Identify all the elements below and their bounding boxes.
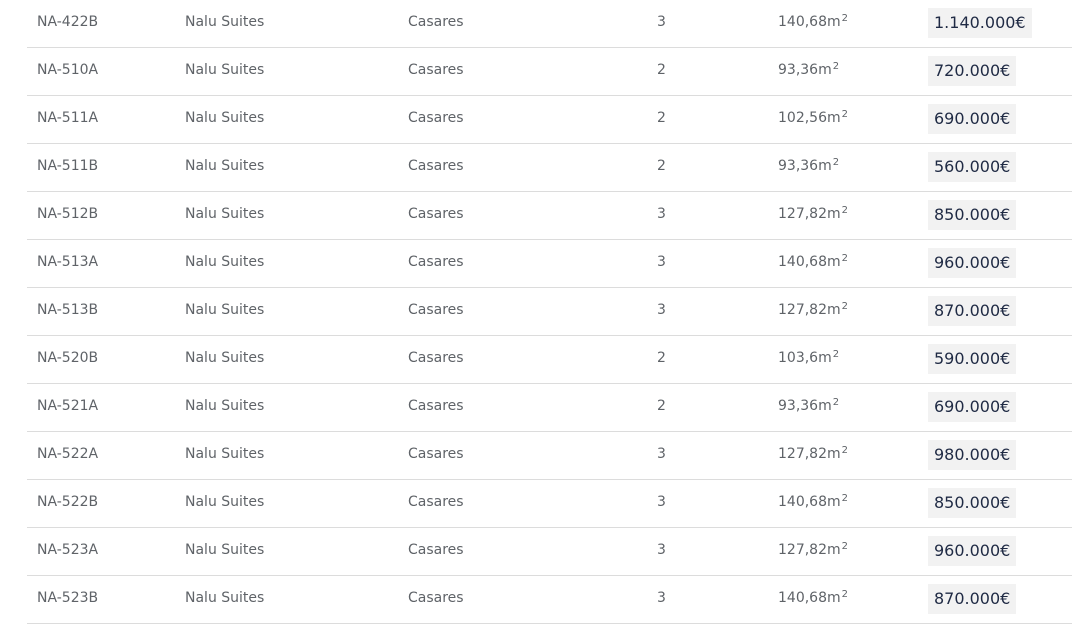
reference-cell: NA-521A (37, 398, 99, 414)
bedrooms-cell: 3 (657, 542, 666, 558)
bedrooms-cell: 3 (657, 494, 666, 510)
price-badge: 690.000€ (928, 104, 1016, 134)
price-badge: 1.140.000€ (928, 8, 1032, 38)
reference-cell: NA-523A (37, 542, 99, 558)
price-badge: 850.000€ (928, 488, 1016, 518)
development-cell: Nalu Suites (185, 542, 265, 558)
location-cell: Casares (408, 302, 464, 318)
area-unit: m (827, 14, 841, 30)
table-row[interactable] (27, 480, 1072, 528)
location-cell: Casares (408, 254, 464, 270)
bedrooms-cell: 3 (657, 590, 666, 606)
development-cell: Nalu Suites (185, 398, 265, 414)
location-cell: Casares (408, 398, 464, 414)
bedrooms-cell: 2 (657, 398, 666, 414)
development-cell: Nalu Suites (185, 446, 265, 462)
development-cell: Nalu Suites (185, 350, 265, 366)
location-cell: Casares (408, 446, 464, 462)
table-row[interactable] (27, 0, 1072, 48)
location-cell: Casares (408, 590, 464, 606)
table-row[interactable] (27, 288, 1072, 336)
area-cell (778, 528, 848, 575)
area-unit-exponent: 2 (841, 109, 849, 120)
reference-cell: NA-511B (37, 158, 99, 174)
reference-cell: NA-520B (37, 350, 99, 366)
development-cell: Nalu Suites (185, 302, 265, 318)
reference-cell: NA-512B (37, 206, 99, 222)
area-unit-exponent: 2 (841, 445, 849, 456)
table-row[interactable] (27, 192, 1072, 240)
price-badge: 960.000€ (928, 248, 1016, 278)
area-unit: m (818, 350, 832, 366)
location-cell: Casares (408, 158, 464, 174)
price-badge: 850.000€ (928, 200, 1016, 230)
price-badge: 560.000€ (928, 152, 1016, 182)
area-unit-exponent: 2 (832, 397, 840, 408)
reference-cell: NA-523B (37, 590, 99, 606)
area-unit: m (818, 398, 832, 414)
development-cell: Nalu Suites (185, 14, 265, 30)
reference-cell: NA-422B (37, 14, 99, 30)
location-cell: Casares (408, 494, 464, 510)
area-unit: m (827, 254, 841, 270)
development-cell: Nalu Suites (185, 158, 265, 174)
location-cell: Casares (408, 14, 464, 30)
development-cell: Nalu Suites (185, 206, 265, 222)
area-value: 103,6 (778, 350, 819, 366)
development-cell: Nalu Suites (185, 62, 265, 78)
area-cell (778, 0, 848, 47)
bedrooms-cell: 3 (657, 254, 666, 270)
property-listing-table (27, 0, 1072, 624)
development-cell: Nalu Suites (185, 590, 265, 606)
price-badge: 690.000€ (928, 392, 1016, 422)
area-unit: m (827, 302, 841, 318)
table-row[interactable] (27, 432, 1072, 480)
reference-cell: NA-513A (37, 254, 99, 270)
bedrooms-cell: 3 (657, 302, 666, 318)
area-unit: m (827, 590, 841, 606)
area-unit-exponent: 2 (841, 205, 849, 216)
area-unit: m (827, 446, 841, 462)
area-cell (778, 192, 848, 239)
reference-cell: NA-511A (37, 110, 99, 126)
area-cell (778, 384, 839, 431)
table-row[interactable] (27, 384, 1072, 432)
development-cell: Nalu Suites (185, 110, 265, 126)
bedrooms-cell: 3 (657, 14, 666, 30)
area-unit: m (818, 158, 832, 174)
bedrooms-cell: 2 (657, 62, 666, 78)
area-value: 127,82 (778, 206, 827, 222)
area-cell (778, 480, 848, 527)
area-unit: m (818, 62, 832, 78)
area-cell (778, 576, 848, 623)
area-value: 140,68 (778, 14, 827, 30)
price-badge: 870.000€ (928, 296, 1016, 326)
table-row[interactable] (27, 240, 1072, 288)
area-unit-exponent: 2 (832, 349, 840, 360)
area-unit-exponent: 2 (841, 301, 849, 312)
reference-cell: NA-510A (37, 62, 99, 78)
area-value: 93,36 (778, 62, 819, 78)
table-row[interactable] (27, 576, 1072, 624)
price-badge: 980.000€ (928, 440, 1016, 470)
area-value: 140,68 (778, 254, 827, 270)
area-unit: m (827, 206, 841, 222)
table-row[interactable] (27, 528, 1072, 576)
reference-cell: NA-522A (37, 446, 99, 462)
area-unit-exponent: 2 (832, 157, 840, 168)
development-cell: Nalu Suites (185, 494, 265, 510)
area-unit-exponent: 2 (841, 541, 849, 552)
table-row[interactable] (27, 96, 1072, 144)
area-value: 140,68 (778, 590, 827, 606)
location-cell: Casares (408, 62, 464, 78)
area-value: 127,82 (778, 446, 827, 462)
area-unit-exponent: 2 (841, 253, 849, 264)
bedrooms-cell: 2 (657, 350, 666, 366)
area-unit-exponent: 2 (841, 493, 849, 504)
area-cell (778, 144, 839, 191)
area-cell (778, 240, 848, 287)
reference-cell: NA-513B (37, 302, 99, 318)
area-cell (778, 288, 848, 335)
development-cell: Nalu Suites (185, 254, 265, 270)
area-value: 102,56 (778, 110, 827, 126)
location-cell: Casares (408, 542, 464, 558)
table-row[interactable] (27, 144, 1072, 192)
area-value: 93,36 (778, 398, 819, 414)
area-unit-exponent: 2 (832, 61, 840, 72)
area-cell (778, 48, 839, 95)
table-row[interactable] (27, 336, 1072, 384)
area-unit-exponent: 2 (841, 13, 849, 24)
area-cell (778, 432, 848, 479)
area-unit: m (827, 110, 841, 126)
area-value: 127,82 (778, 302, 827, 318)
bedrooms-cell: 3 (657, 206, 666, 222)
price-badge: 590.000€ (928, 344, 1016, 374)
price-badge: 870.000€ (928, 584, 1016, 614)
area-value: 127,82 (778, 542, 827, 558)
area-unit: m (827, 494, 841, 510)
location-cell: Casares (408, 350, 464, 366)
area-value: 93,36 (778, 158, 819, 174)
area-value: 140,68 (778, 494, 827, 510)
table-row[interactable] (27, 48, 1072, 96)
area-cell (778, 96, 848, 143)
bedrooms-cell: 3 (657, 446, 666, 462)
location-cell: Casares (408, 206, 464, 222)
price-badge: 720.000€ (928, 56, 1016, 86)
area-cell (778, 336, 839, 383)
price-badge: 960.000€ (928, 536, 1016, 566)
location-cell: Casares (408, 110, 464, 126)
area-unit-exponent: 2 (841, 589, 849, 600)
reference-cell: NA-522B (37, 494, 99, 510)
bedrooms-cell: 2 (657, 158, 666, 174)
area-unit: m (827, 542, 841, 558)
bedrooms-cell: 2 (657, 110, 666, 126)
